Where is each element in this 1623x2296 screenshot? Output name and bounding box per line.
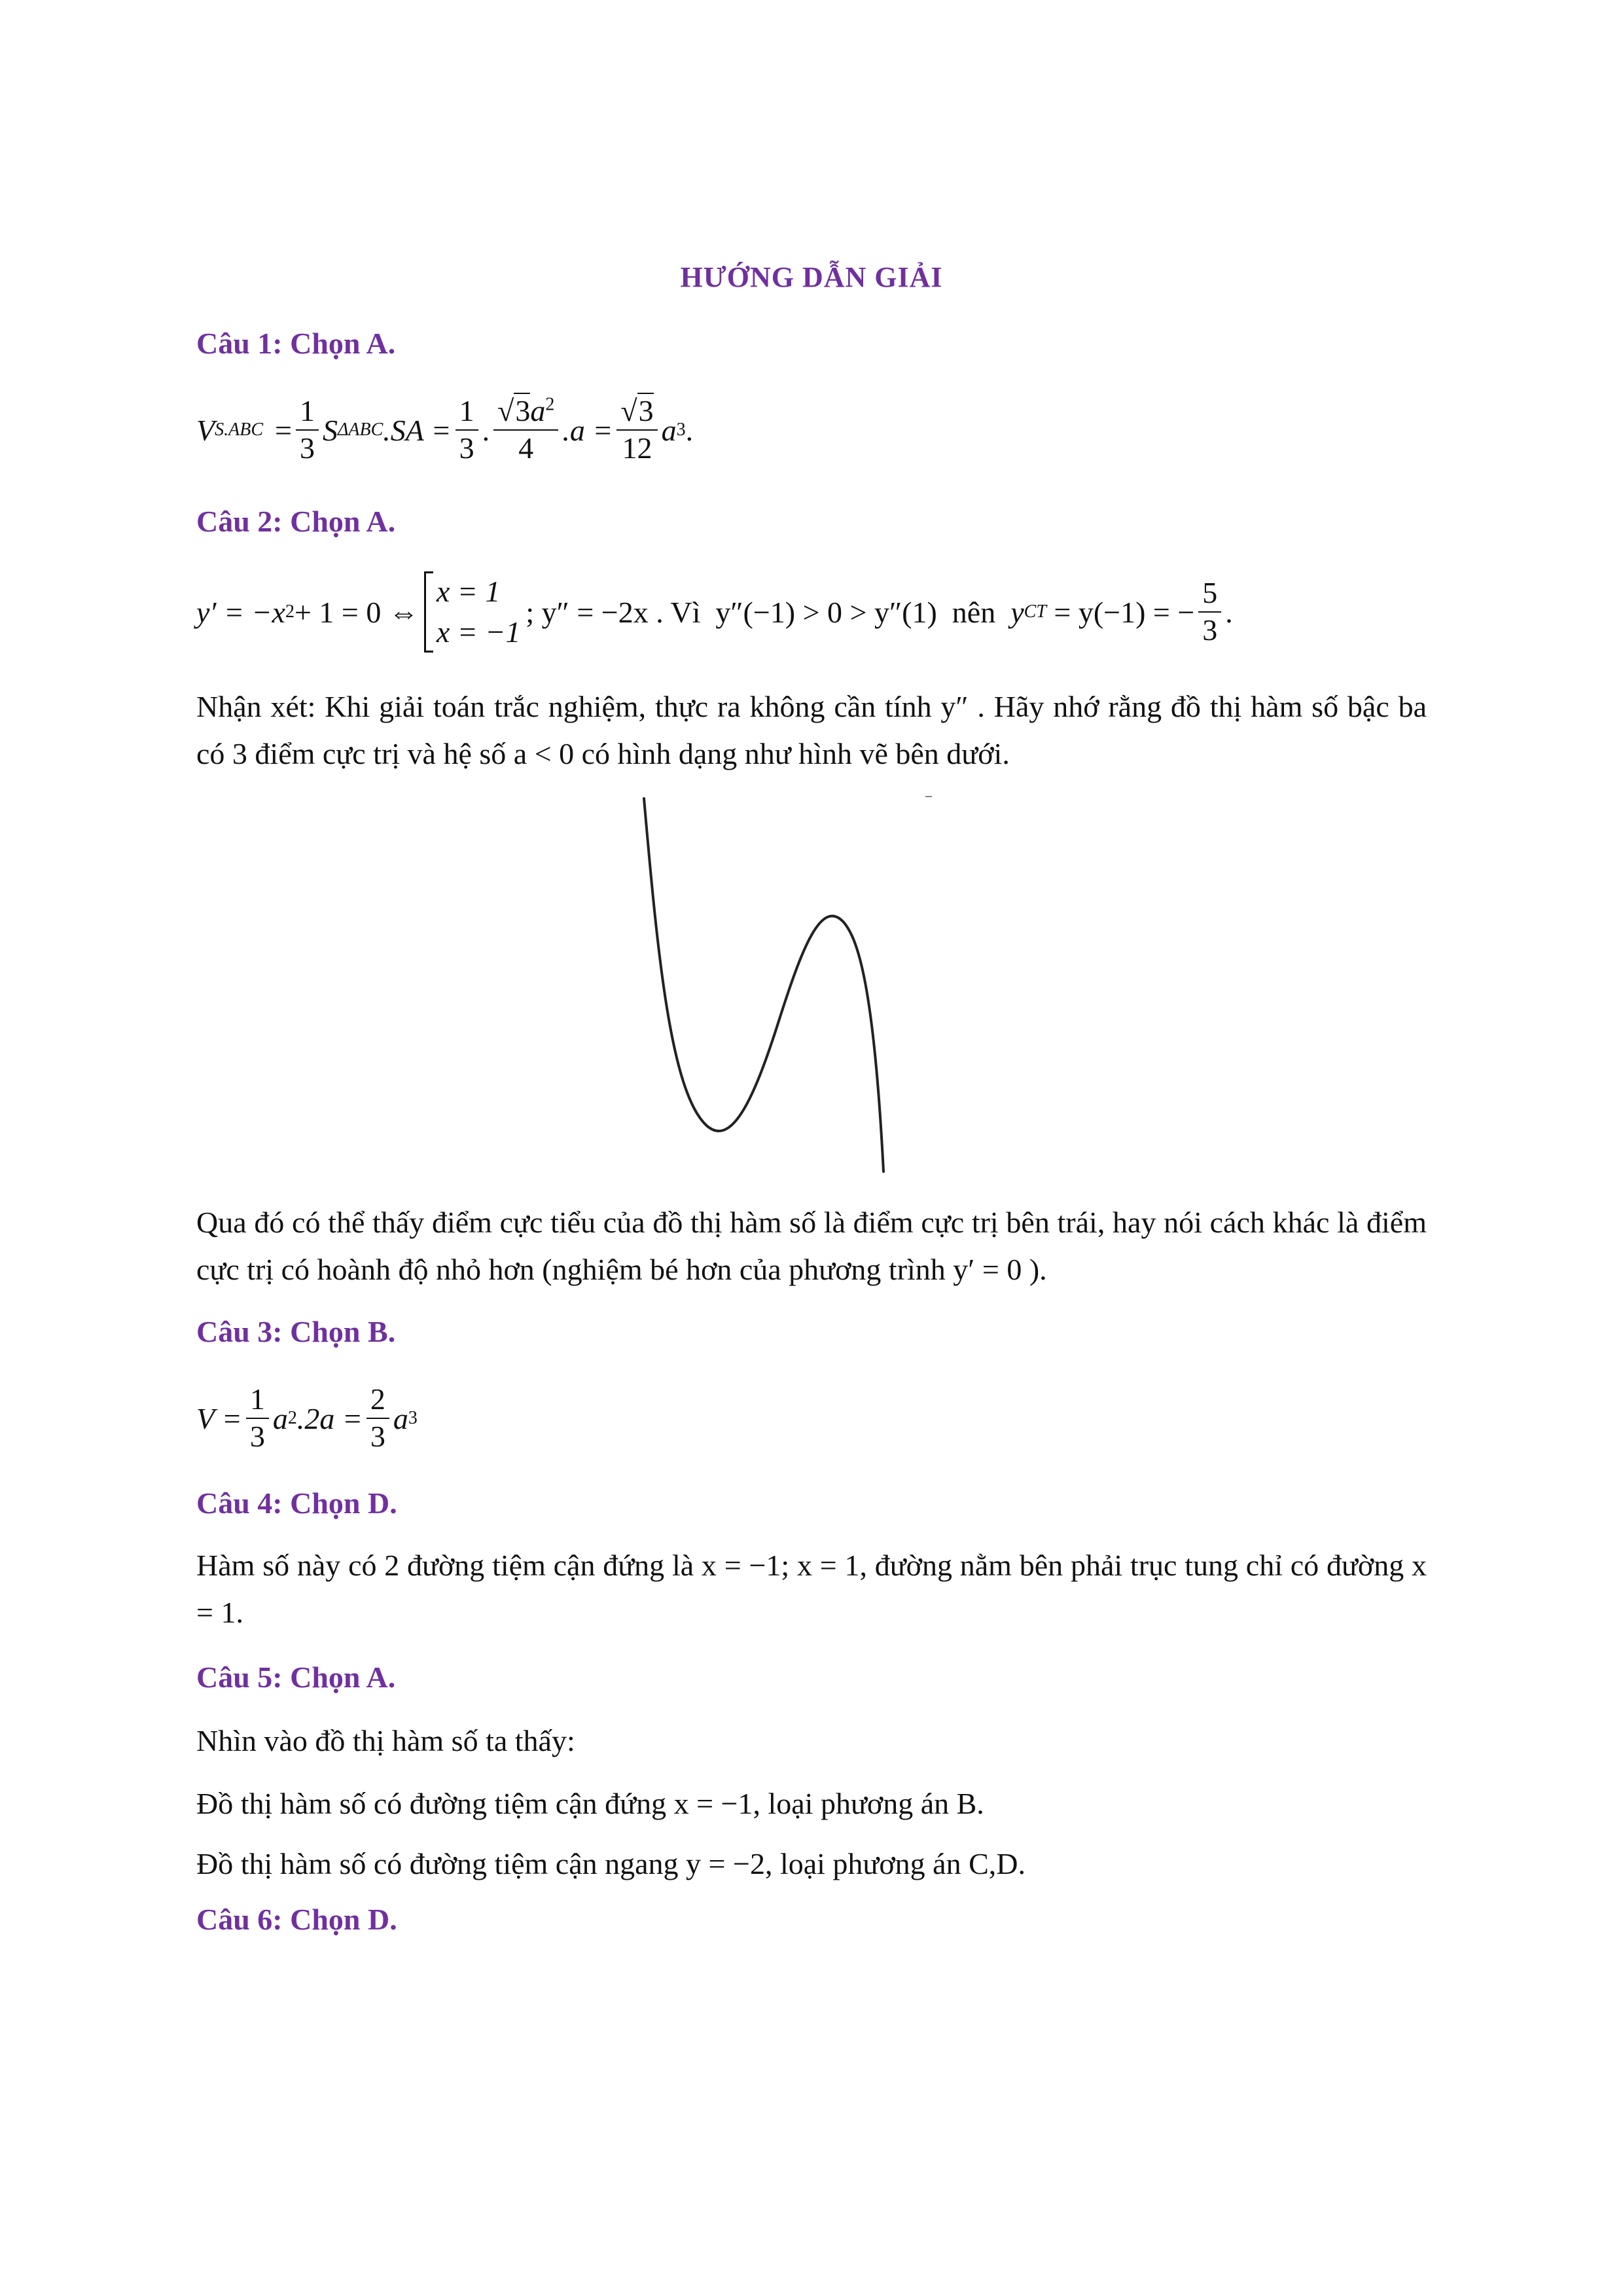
equation-system: x = 1 x = −1 <box>424 571 521 653</box>
cau2-after: Qua đó có thể thấy điểm cực tiểu của đồ thị hàm số là điểm cực trị bên trái, hay nói cách khác là điểm cực trị có hoành độ nhỏ hơn (nghiệm bé hơn của phương trình y′ = 0 ). <box>196 1206 1427 1286</box>
fraction: $\frac{√3a^2}{4}$ <box>493 395 558 465</box>
cau5-heading: Câu 5: Chọn A. <box>196 1660 396 1694</box>
cau3-formula: V = $\frac{1}{3}$ a 2 .2a = $\frac{2}{3}$ a 3 <box>196 1382 418 1453</box>
cau5-line3: Đồ thị hàm số có đường tiệm cận ngang y = −2, loại phương án C,D. <box>196 1847 1026 1880</box>
cau2-note: Nhận xét: Khi giải toán trắc nghiệm, thực ra không cần tính y″ . Hãy nhớ rằng đồ thị hàm số bậc ba có 3 điểm cực trị và hệ số a < 0 có hình dạng như hình vẽ bên dưới. <box>196 690 1427 770</box>
fraction: $\frac{1}{3}$ <box>455 395 478 465</box>
cau3-heading: Câu 3: Chọn B. <box>196 1315 396 1348</box>
fraction: $\frac{1}{3}$ <box>246 1383 269 1453</box>
page-title: HƯỚNG DẪN GIẢI <box>680 261 943 293</box>
cubic-curve <box>644 798 883 1172</box>
cau4-heading: Câu 4: Chọn D. <box>196 1486 397 1520</box>
cau5-line1: Nhìn vào đồ thị hàm số ta thấy: <box>196 1724 575 1757</box>
fraction: $\frac{2}{3}$ <box>366 1383 389 1453</box>
fraction: $\frac{1}{3}$ <box>296 395 319 465</box>
cau1-formula: V S.ABC = $\frac{1}{3}$ S ΔABC .SA = $\frac{1}{3}$ . $\frac{√3a^2}{4}$ .a = $\frac{√3}{12}$ a 3 . <box>196 394 694 465</box>
cau2-heading: Câu 2: Chọn A. <box>196 505 396 538</box>
cau6-heading: Câu 6: Chọn D. <box>196 1903 397 1936</box>
cau4-text: Hàm số này có 2 đường tiệm cận đứng là x = −1; x = 1, đường nằm bên phải trục tung chỉ có đường x = 1. <box>196 1549 1427 1629</box>
fraction: $\frac{5}{3}$ <box>1198 577 1221 647</box>
cau1-heading: Câu 1: Chọn A. <box>196 327 396 360</box>
fraction: $\frac{√3}{12}$ <box>616 395 657 465</box>
cau2-formula: y′ = −x 2 + 1 = 0 ⇔ x = 1 x = −1 ; y″ = −2x . Vì y″(−1) > 0 > y″(1) nên y CT = y(−1) = − $\frac{5}{3}$ . <box>196 563 1233 661</box>
cubic-graph-illustration <box>622 785 975 1185</box>
cau5-line2: Đồ thị hàm số có đường tiệm cận đứng x = −1, loại phương án B. <box>196 1787 984 1820</box>
